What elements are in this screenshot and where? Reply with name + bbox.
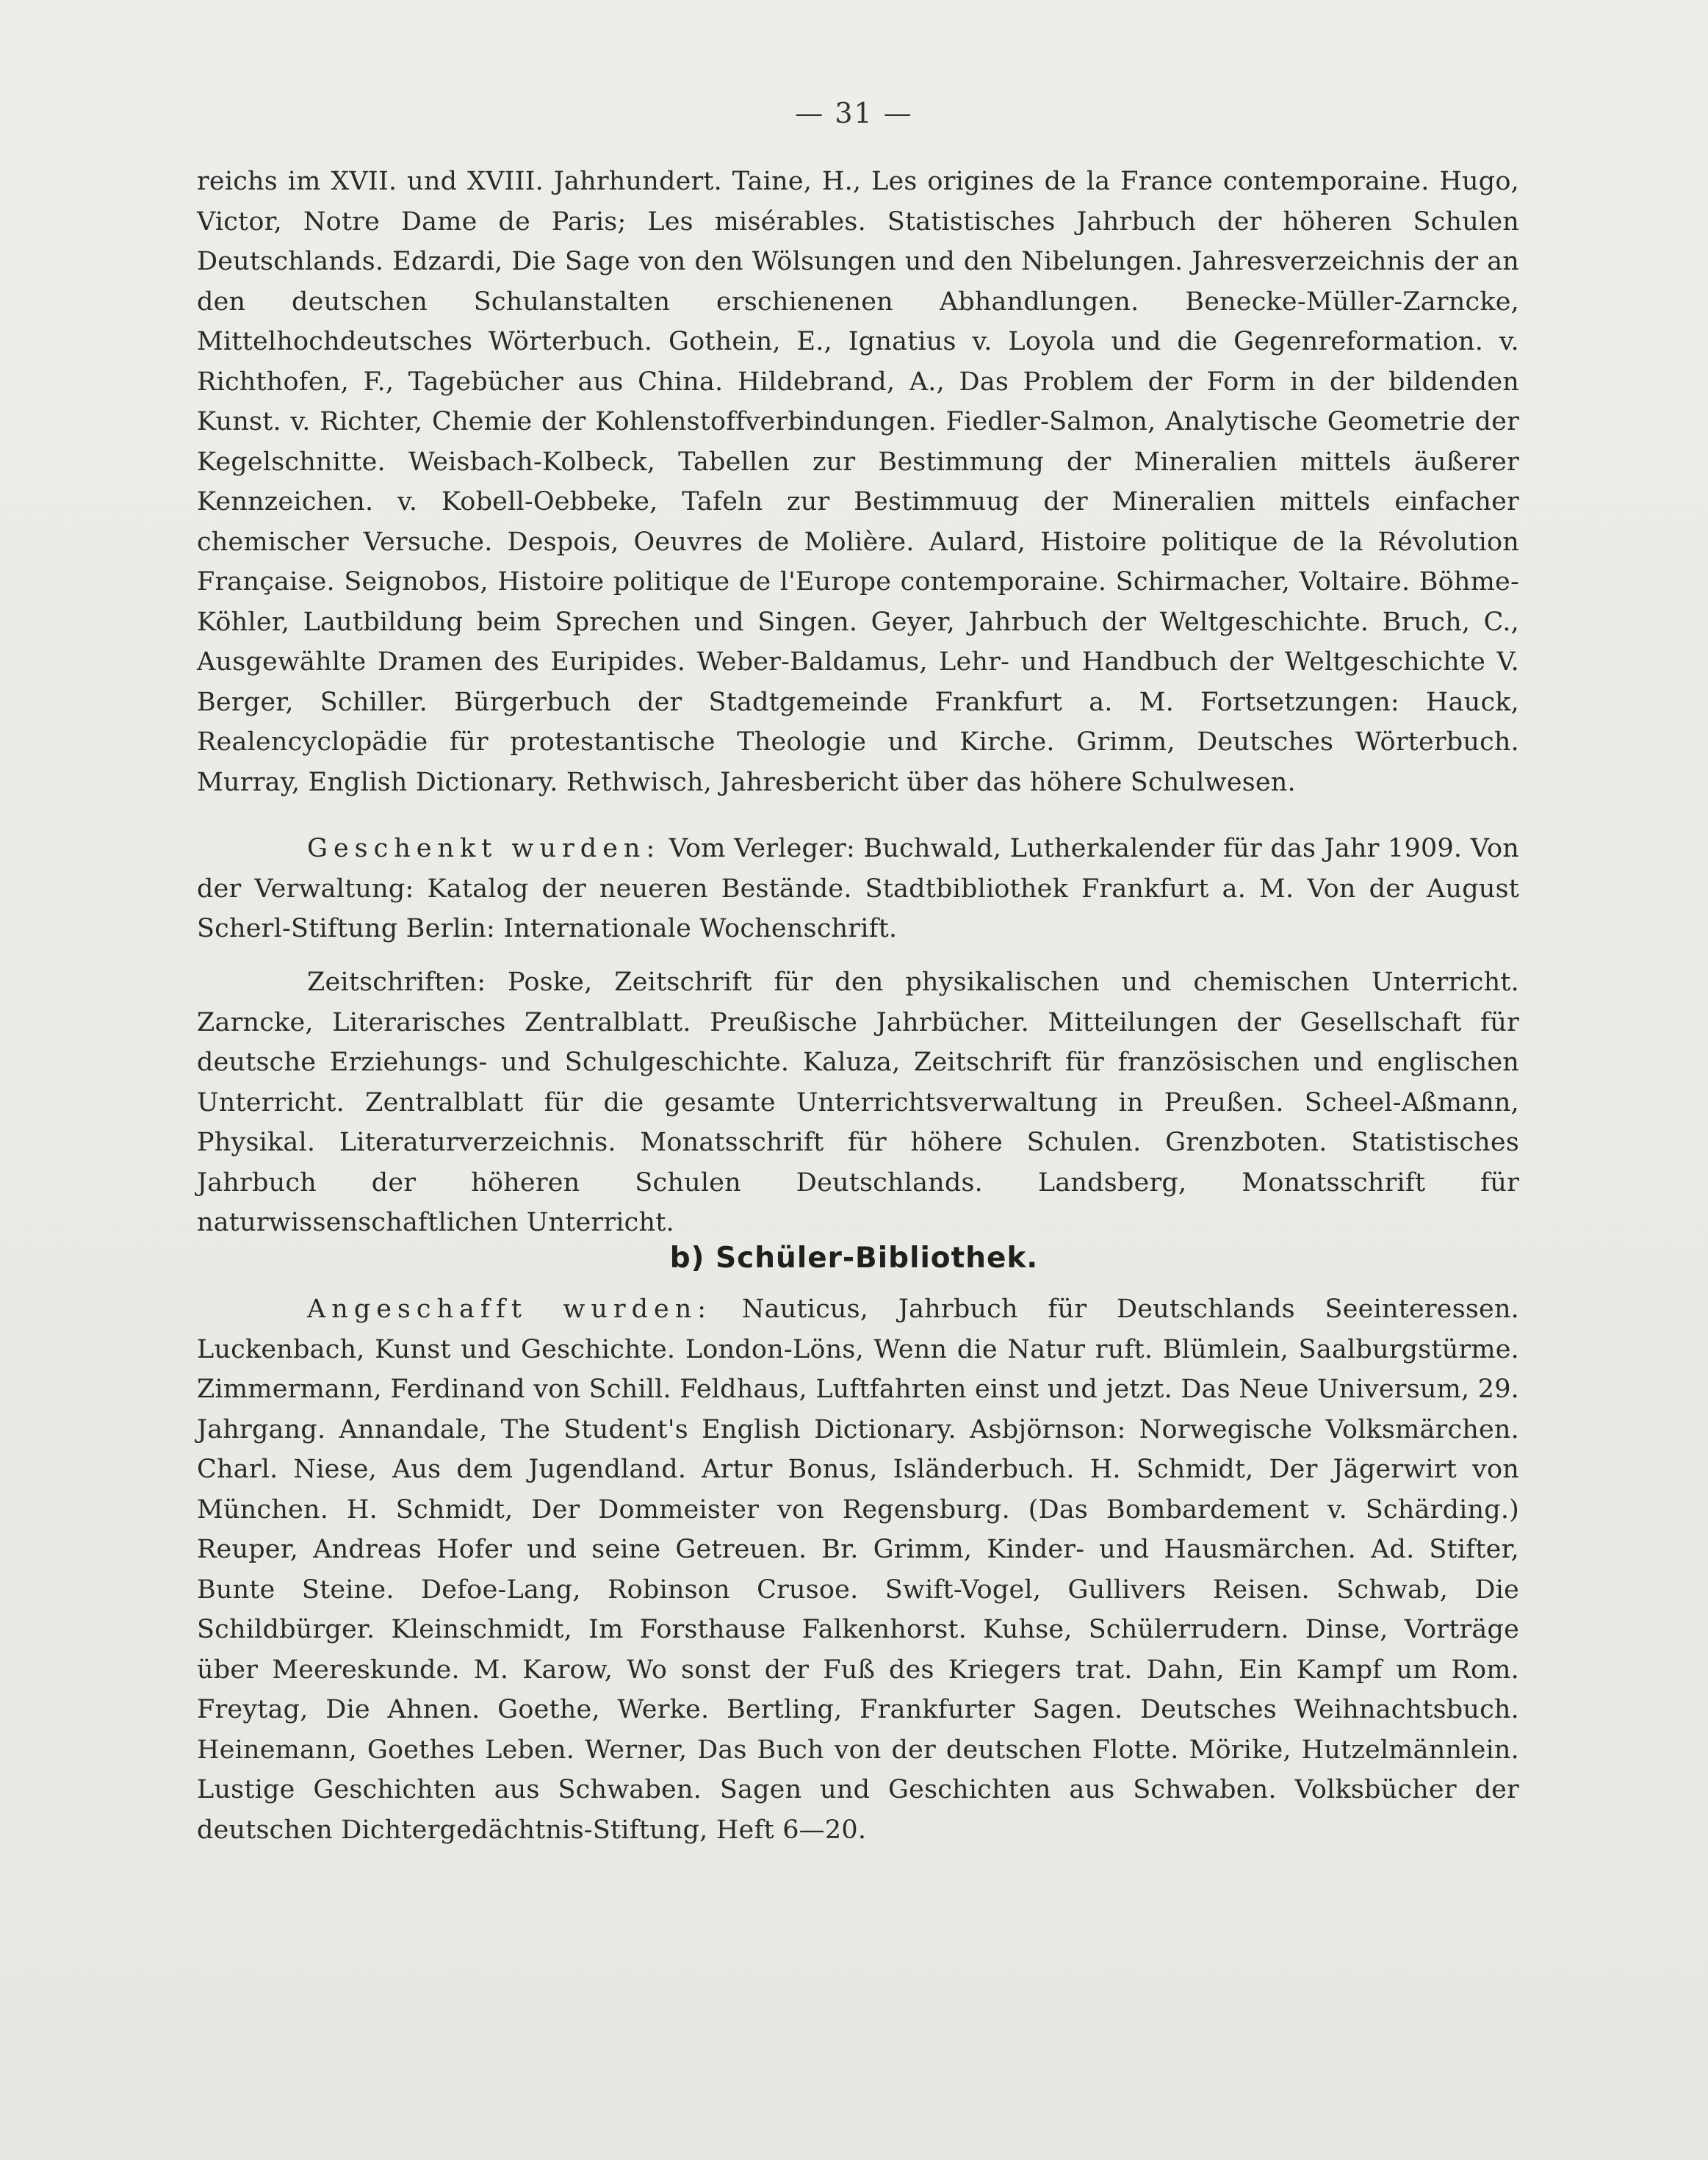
page-number: — 31 —	[795, 97, 913, 129]
student-acquisitions-lead: Angeschafft wurden:	[307, 1295, 713, 1324]
student-acquisitions-text: Nauticus, Jahrbuch für Deutschlands Seeinteressen. Luckenbach, Kunst und Geschichte. London-Löns, Wenn die Natur ruft. Blümlein, Saalburgstürme. Zimmermann, Ferdinand von Schill. Feldhaus, Luftfahrten einst und jetzt. Das Neue Universum, 29. Jahrgang. Annandale, The Student's English Dictionary. Asbjörnson: Norwegische Volksmärchen. Charl. Niese, Aus dem Jugendland. Artur Bonus, Isländerbuch. H. Schmidt, Der Jägerwirt von München. H. Schmidt, Der Dommeister von Regensburg. (Das Bombardement v. Schärding.) Reuper, Andreas Hofer und seine Getreuen. Br. Grimm, Kinder- und Hausmärchen. Ad. Stifter, Bunte Steine. Defoe-Lang, Robinson Crusoe. Swift-Vogel, Gullivers Reisen. Schwab, Die Schildbürger. Kleinschmidt, Im Forsthause Falkenhorst. Kuhse, Schülerrudern. Dinse, Vorträge über Meereskunde. M. Karow, Wo sonst der Fuß des Kriegers trat. Dahn, Ein Kampf um Rom. Freytag, Die Ahnen. Goethe, Werke. Bertling, Frankfurter Sagen. Deutsches Weihnachtsbuch. Heinemann, Goethes Leben. Werner, Das Buch von der deutschen Flotte. Mörike, Hutzelmännlein. Lustige Geschichten aus Schwaben. Sagen und Geschichten aus Schwaben. Volksbücher der deutschen Dichtergedächtnis-Stiftung, Heft 6—20.	[197, 1295, 1520, 1845]
periodicals-lead: Zeitschriften:	[307, 968, 486, 997]
donations-lead: Geschenkt wurden:	[307, 834, 661, 863]
paragraph-continued-acquisitions	[197, 162, 1519, 802]
paragraph-periodicals	[197, 962, 1519, 1243]
paragraph-text: reichs im XVII. und XVIII. Jahrhundert. Taine, H., Les origines de la France contemporaine. Hugo, Victor, Notre Dame de Paris; Les misérables. Statistisches Jahrbuch der höheren Schulen Deutschlands. Edzardi, Die Sage von den Wölsungen und den Nibelungen. Jahresverzeichnis der an den deutschen Schulanstalten erschienenen Abhandlungen. Benecke-Müller-Zarncke, Mittelhochdeutsches Wörterbuch. Gothein, E., Ignatius v. Loyola und die Gegenreformation. v. Richthofen, F., Tagebücher aus China. Hildebrand, A., Das Problem der Form in der bildenden Kunst. v. Richter, Chemie der Kohlenstoffverbindungen. Fiedler-Salmon, Analytische Geometrie der Kegelschnitte. Weisbach-Kolbeck, Tabellen zur Bestimmung der Mineralien mittels äußerer Kennzeichen. v. Kobell-Oebbeke, Tafeln zur Bestimmuug der Mineralien mittels einfacher chemischer Versuche. Despois, Oeuvres de Molière. Aulard, Histoire politique de la Révolution Française. Seignobos, Histoire politique de l'Europe contemporaine. Schirmacher, Voltaire. Böhme-Köhler, Lautbildung beim Sprechen und Singen. Geyer, Jahrbuch der Weltgeschichte. Bruch, C., Ausgewählte Dramen des Euripides. Weber-Baldamus, Lehr- und Handbuch der Weltgeschichte V. Berger, Schiller. Bürgerbuch der Stadtgemeinde Frankfurt a. M. Fortsetzungen: Hauck, Realencyclopädie für protestantische Theologie und Kirche. Grimm, Deutsches Wörterbuch. Murray, English Dictionary. Rethwisch, Jahresbericht über das höhere Schulwesen.	[197, 167, 1519, 797]
paragraph-student-acquisitions	[197, 1289, 1519, 1850]
paragraph-donations	[197, 829, 1519, 949]
periodicals-text: Poske, Zeitschrift für den physikalischen und chemischen Unterricht. Zarncke, Literarisches Zentralblatt. Preußische Jahrbücher. Mitteilungen der Gesellschaft für deutsche Erziehungs- und Schulgeschichte. Kaluza, Zeitschrift für französischen und englischen Unterricht. Zentralblatt für die gesamte Unterrichtsverwaltung in Preußen. Scheel-Aßmann, Physikal. Literaturverzeichnis. Monatsschrift für höhere Schulen. Grenzboten. Statistisches Jahrbuch der höheren Schulen Deutschlands. Landsberg, Monatsschrift für naturwissenschaftlichen Unterricht.	[197, 968, 1519, 1237]
section-heading-student-library: b) Schüler-Bibliothek.	[669, 1242, 1039, 1275]
donations-text: Vom Verleger: Buchwald, Lutherkalender für das Jahr 1909. Von der Verwaltung: Katalog der neueren Bestände. Stadtbibliothek Frankfurt a. M. Von der August Scherl-Stiftung Berlin: Internationale Wochenschrift.	[197, 834, 1519, 943]
